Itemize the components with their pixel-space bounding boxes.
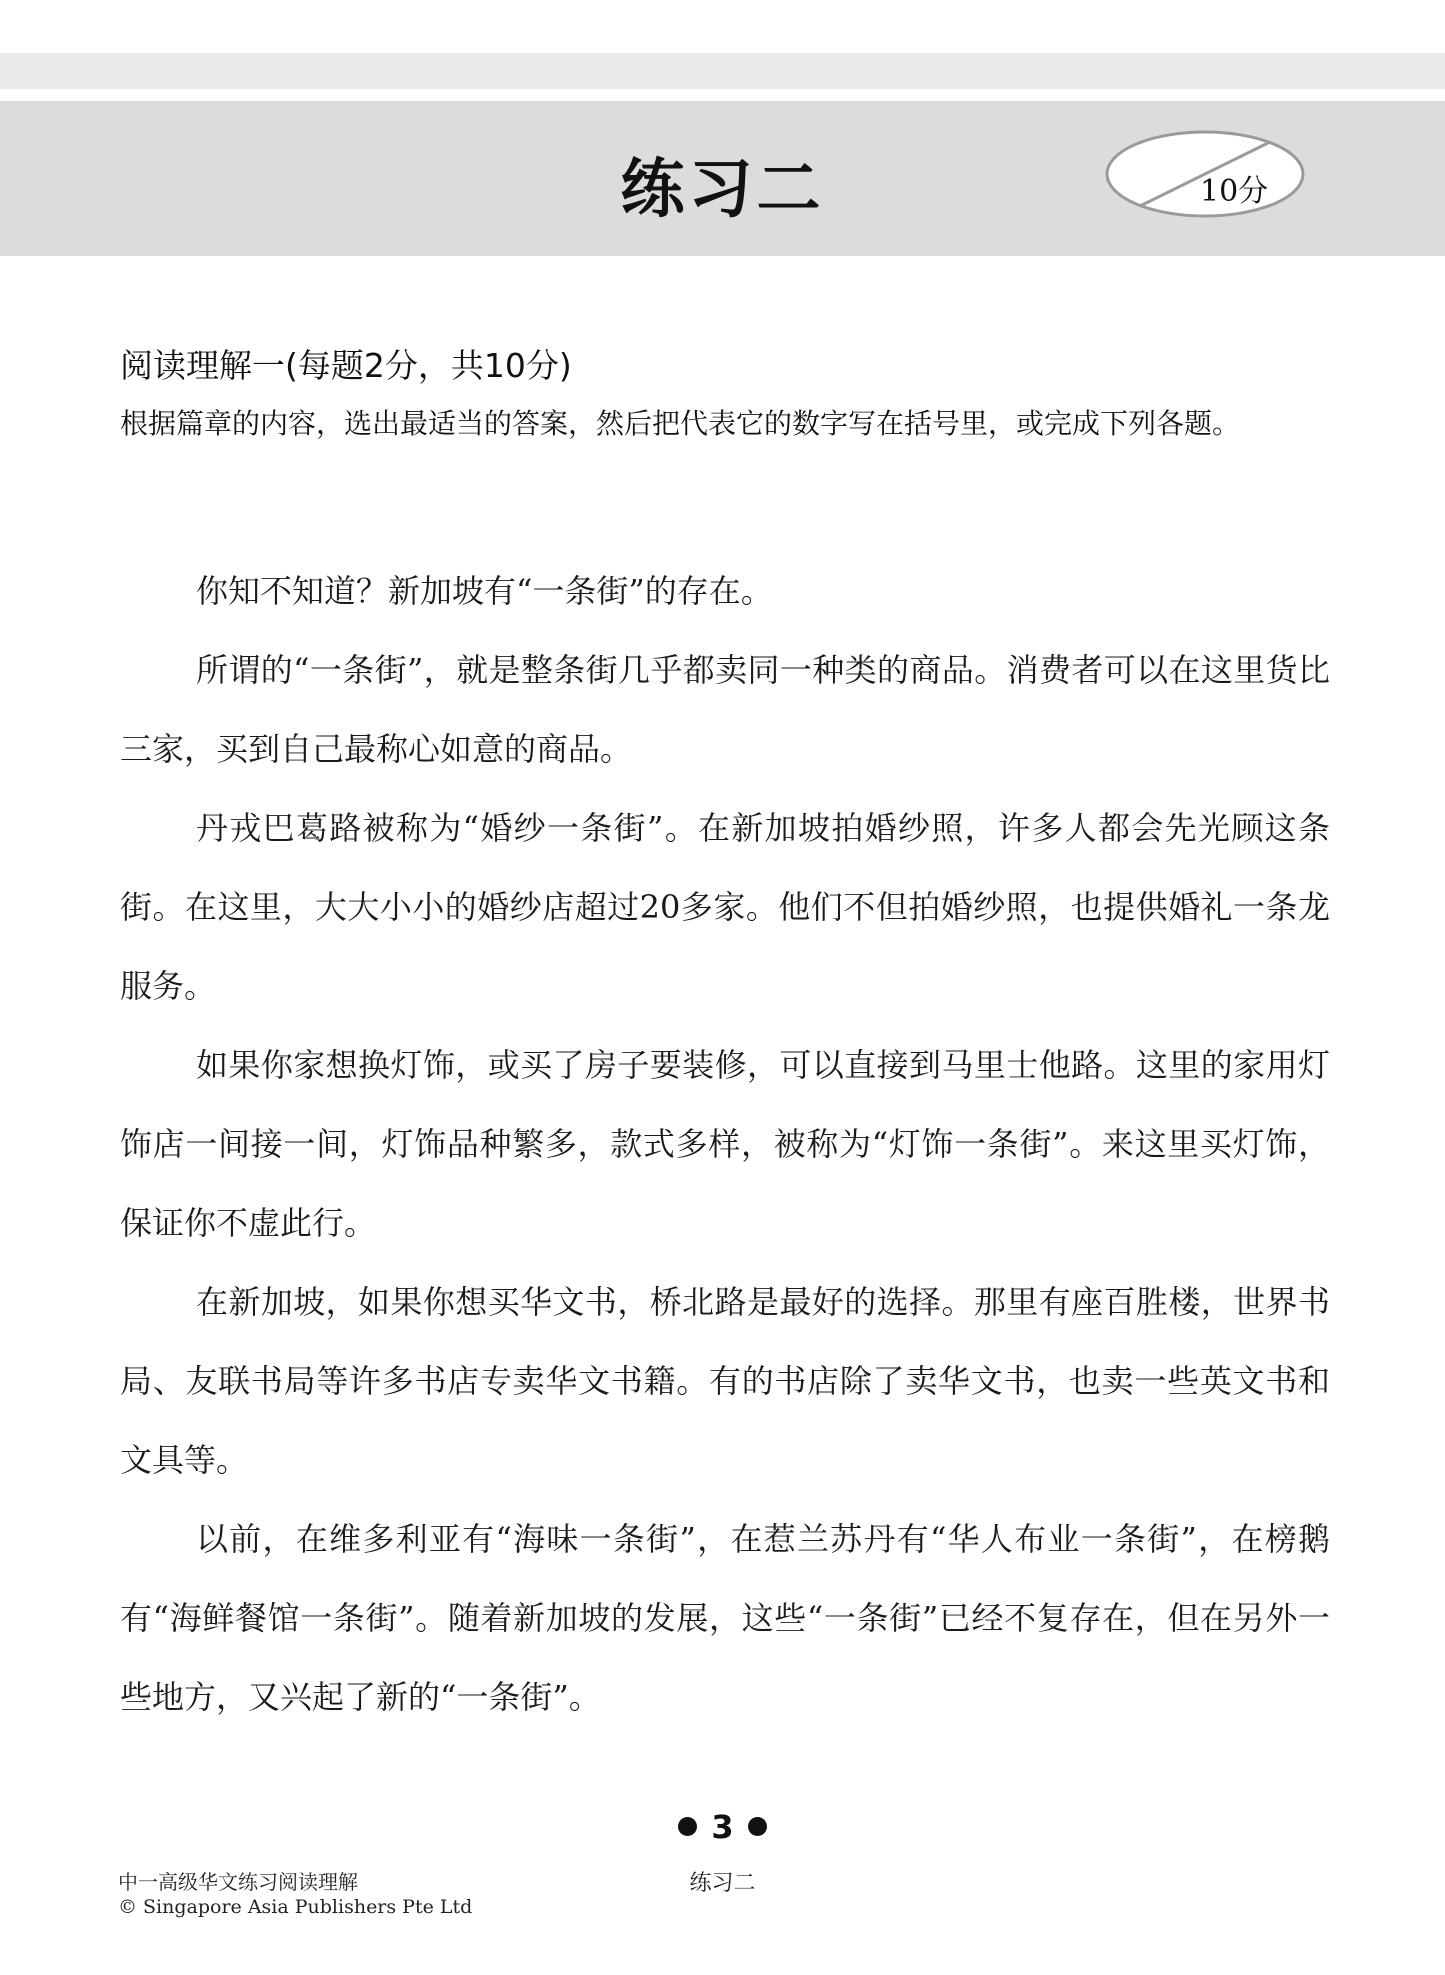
reading-passage: [120, 552, 1330, 1737]
passage-paragraph: 在新加坡，如果你想买华文书，桥北路是最好的选择。那里有座百胜楼，世界书局、友联书局等许多书店专卖华文书籍。有的书店除了卖华文书，也卖一些英文书和文具等。: [120, 1283, 1330, 1479]
section-heading: 阅读理解一(每题2分，共10分): [120, 346, 572, 385]
passage-paragraph: 如果你家想换灯饰，或买了房子要装修，可以直接到马里士他路。这里的家用灯饰店一间接一间，灯饰品种繁多，款式多样，被称为“灯饰一条街”。来这里买灯饰，保证你不虚此行。: [120, 1046, 1330, 1242]
page-number-text: 3: [711, 1808, 734, 1846]
footer-copyright: © Singapore Asia Publishers Pte Ltd: [118, 1896, 473, 1918]
instructions: 根据篇章的内容，选出最适当的答案，然后把代表它的数字写在括号里，或完成下列各题。: [120, 407, 1241, 440]
passage-paragraph: 所谓的“一条街”，就是整条街几乎都卖同一种类的商品。消费者可以在这里货比三家，买到自己最称心如意的商品。: [120, 651, 1330, 768]
passage-paragraph: 你知不知道？新加坡有“一条街”的存在。: [196, 572, 773, 610]
page-number: [0, 1808, 1445, 1846]
bullet-dot-icon: [678, 1817, 697, 1836]
page-title: 练习二: [620, 153, 825, 227]
passage-paragraph: 以前，在维多利亚有“海味一条街”，在惹兰苏丹有“华人布业一条街”，在榜鹅有“海鲜餐馆一条街”。随着新加坡的发展，这些“一条街”已经不复存在，但在另外一些地方，又兴起了新的“一条街”。: [120, 1520, 1330, 1716]
passage-paragraph: 丹戎巴葛路被称为“婚纱一条街”。在新加坡拍婚纱照，许多人都会先光顾这条街。在这里，大大小小的婚纱店超过20多家。他们不但拍婚纱照，也提供婚礼一条龙服务。: [120, 809, 1330, 1005]
score-total: 10分: [1200, 174, 1269, 209]
footer-section-label: 练习二: [689, 1871, 756, 1896]
top-strip: [0, 53, 1445, 89]
footer-book-title: 中一高级华文练习阅读理解: [118, 1870, 358, 1894]
bullet-dot-icon: [748, 1817, 767, 1836]
score-badge: [1104, 128, 1307, 220]
